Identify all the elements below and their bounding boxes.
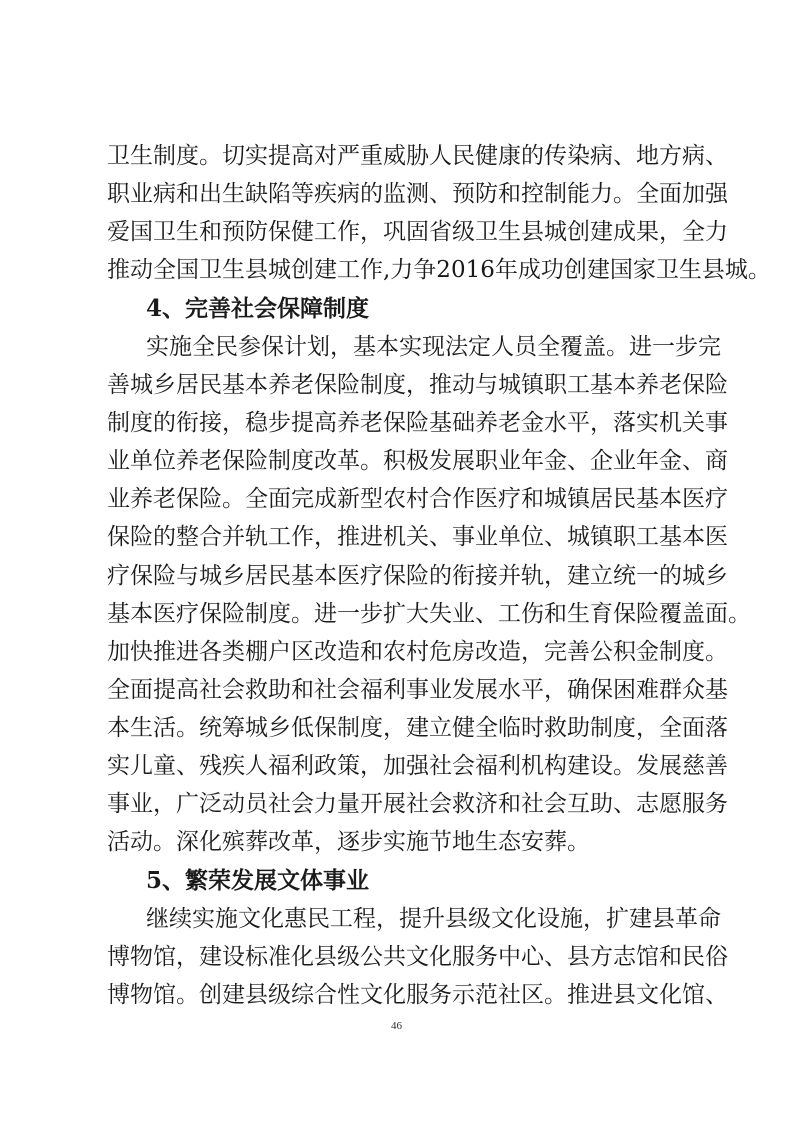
body-text-line: 全面提高社会救助和社会福利事业发展水平，确保困难群众基 [107, 677, 728, 703]
section-heading: 5、繁荣发展文体事业 [146, 867, 370, 894]
section-heading: 4、完善社会保障制度 [146, 295, 370, 322]
body-text-line: 基本医疗保险制度。进一步扩大失业、工伤和生育保险覆盖面。 [107, 601, 751, 627]
body-text-line: 疗保险与城乡居民基本医疗保险的衔接并轨，建立统一的城乡 [107, 563, 728, 589]
body-text-line: 推动全国卫生县城创建工作,力争2016年成功创建国家卫生县城。 [107, 257, 771, 283]
body-text-line: 博物馆，建设标准化县级公共文化服务中心、县方志馆和民俗 [107, 944, 728, 970]
body-text-line: 业养老保险。全面完成新型农村合作医疗和城镇居民基本医疗 [107, 486, 728, 512]
body-text-line: 制度的衔接，稳步提高养老保险基础养老金水平，落实机关事 [107, 410, 728, 436]
body-text-line: 卫生制度。切实提高对严重威胁人民健康的传染病、地方病、 [107, 143, 728, 169]
body-text-line: 实儿童、残疾人福利政策，加强社会福利机构建设。发展慈善 [107, 753, 728, 779]
body-text-line: 业单位养老保险制度改革。积极发展职业年金、企业年金、商 [107, 448, 728, 474]
body-text-line: 保险的整合并轨工作，推进机关、事业单位、城镇职工基本医 [107, 524, 728, 550]
body-text-line: 活动。深化殡葬改革，逐步实施节地生态安葬。 [107, 829, 590, 855]
body-text-line: 加快推进各类棚户区改造和农村危房改造，完善公积金制度。 [107, 639, 728, 665]
body-text-line: 本生活。统筹城乡低保制度，建立健全临时救助制度，全面落 [107, 715, 728, 741]
page-number: 46 [391, 1020, 402, 1032]
body-text-line: 博物馆。创建县级综合性文化服务示范社区。推进县文化馆、 [107, 982, 728, 1008]
body-text-line: 职业病和出生缺陷等疾病的监测、预防和控制能力。全面加强 [107, 181, 728, 207]
body-text-line: 事业，广泛动员社会力量开展社会救济和社会互助、志愿服务 [107, 791, 728, 817]
paragraph-first-line: 继续实施文化惠民工程，提升县级文化设施，扩建县革命 [146, 906, 721, 932]
body-text-line: 爱国卫生和预防保健工作，巩固省级卫生县城创建成果，全力 [107, 219, 728, 245]
body-text-line: 善城乡居民基本养老保险制度，推动与城镇职工基本养老保险 [107, 372, 728, 398]
paragraph-first-line: 实施全民参保计划，基本实现法定人员全覆盖。进一步完 [146, 334, 721, 360]
